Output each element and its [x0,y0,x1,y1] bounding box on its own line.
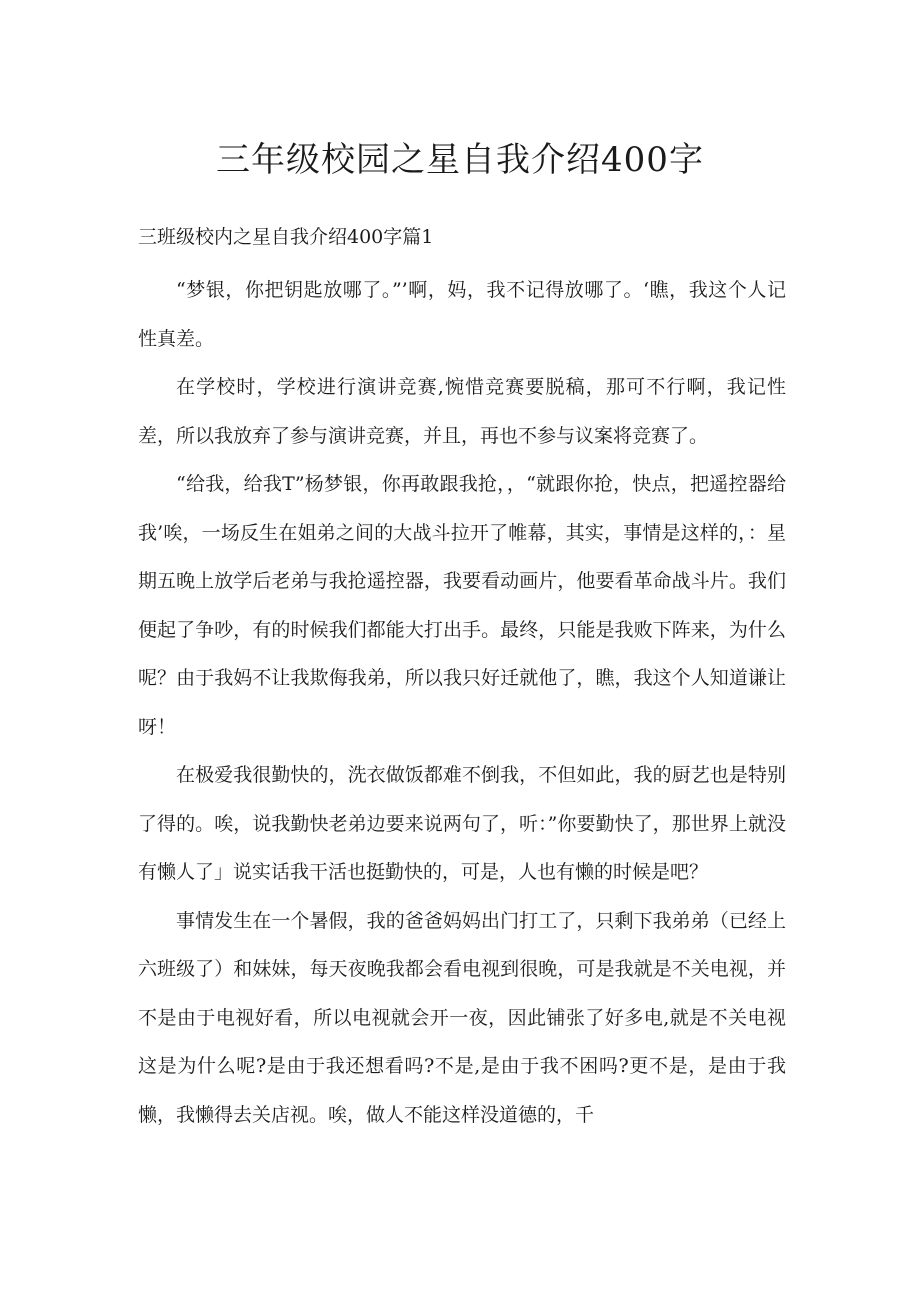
paragraph-1: “梦银，你把钥匙放哪了。”’啊，妈，我不记得放哪了。‘瞧，我这个人记性真差。 [138,279,786,350]
paragraph-5: 事情发生在一个暑假，我的爸爸妈妈出门打工了，只剩下我弟弟（已经上六班级了）和妹妹，每天夜晚我都会看电视到很晚，可是我就是不关电视，并不是由于电视好看，所以电视就会开一夜，因此铺张了好多电,就是不关电视这是为什么呢?是由于我还想看吗?不是,是由于我不困吗?更不是，是由于我懒，我懒得去关店视。唉，做人不能这样没道德的，千 [138,909,786,1126]
paragraph-3: “给我，给我T”杨梦银，你再敢跟我抢，，“就跟你抢，快点，把遥控器给我’唉，一场反生在姐弟之间的大战斗拉开了帷幕，其实，事情是这样的，：星期五晚上放学后老弟与我抢遥控器，我要看动画片，他要看革命战斗片。我们便起了争吵，有的时候我们都能大打出手。最终，只能是我败下阵来，为什么呢？由于我妈不让我欺侮我弟，所以我只好迁就他了，瞧，我这个人知道谦让呀！ [138,473,786,738]
paragraph-2: 在学校时，学校进行演讲竞赛,惋惜竞赛要脱稿，那可不行啊，我记性差，所以我放弃了参与演讲竞赛，并且，再也不参与议案将竞赛了。 [138,376,786,447]
paragraph-4: 在极爱我很勤快的，洗衣做饭都难不倒我，不但如此，我的厨艺也是特别了得的。唉，说我勤快老弟边要来说两句了，听：”你要勤快了，那世界上就没有懒人了」说实话我干活也挺勤快的，可是，人也有懒的时候是吧？ [138,764,786,883]
document-title: 三年级校园之星自我介绍400字 [216,140,704,180]
document-body [138,222,786,1139]
section-heading: 三班级校内之星自我介绍400字篇1 [138,226,434,248]
